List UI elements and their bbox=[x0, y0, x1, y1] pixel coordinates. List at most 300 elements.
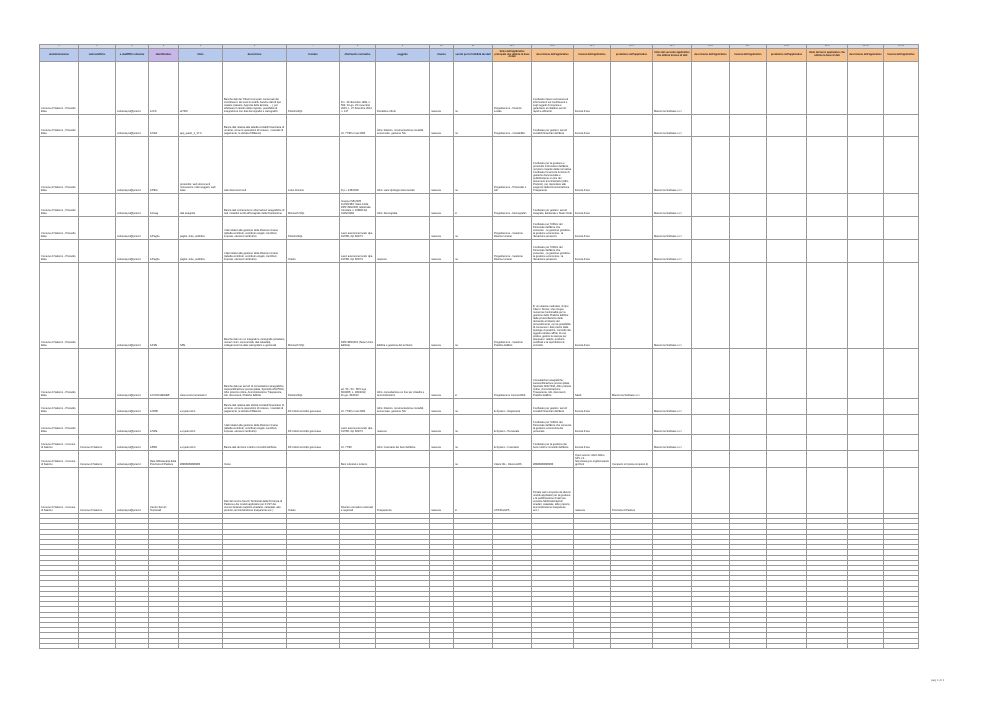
table-cell[interactable] bbox=[848, 62, 884, 115]
table-cell[interactable]: Altro: Demografia bbox=[376, 194, 430, 217]
column-header[interactable]: formato bbox=[287, 49, 340, 62]
column-header[interactable]: identificativo bbox=[149, 49, 179, 62]
empty-cell[interactable] bbox=[884, 643, 919, 648]
table-cell[interactable] bbox=[730, 451, 767, 468]
table-cell[interactable] bbox=[767, 349, 807, 399]
empty-cell[interactable] bbox=[454, 643, 493, 648]
table-cell[interactable]: Centro Servizi Territoriali bbox=[149, 468, 179, 514]
table-cell[interactable] bbox=[767, 62, 807, 115]
table-cell[interactable]: Lavvi autonomie locali; dpa 917/86; dpr 600/73 bbox=[340, 240, 376, 263]
table-cell[interactable]: Banche dati con un integrale le cartografie (stradario, numeri civici, commerciali, dati catastali), collegamenti tra dato cartografico e gestionali bbox=[223, 263, 287, 349]
table-cell[interactable] bbox=[611, 115, 653, 137]
table-cell[interactable]: 1/Anag bbox=[149, 194, 179, 217]
table-cell[interactable] bbox=[848, 399, 884, 415]
table-cell[interactable]: I dati relativi alla gestione delle Risorse Umane (tabella contributi, contributi erogati, contributi, imposte, elementi retributivi) bbox=[223, 240, 287, 263]
table-cell[interactable]: nessuna bbox=[430, 435, 454, 451]
empty-cell[interactable] bbox=[807, 643, 848, 648]
table-cell[interactable]: 1/ORB bbox=[149, 399, 179, 415]
table-cell[interactable]: Maremma Software s.r.l. bbox=[653, 263, 692, 349]
empty-cell[interactable] bbox=[223, 643, 287, 648]
table-cell[interactable] bbox=[611, 240, 653, 263]
table-cell[interactable]: Il software per la gestione dei beni mobili e immobili dell'Ente bbox=[532, 435, 574, 451]
table-cell[interactable]: nessuna bbox=[430, 217, 454, 240]
table-cell[interactable]: nessuna bbox=[430, 62, 454, 115]
table-cell[interactable]: Gruppo ISB 2005 11/22/1983; Stato Civile DPR 396/2000; Elettorale: Circolare n. 1998/0 del 01/02/1984 bbox=[340, 194, 376, 217]
table-cell[interactable]: Fiscalità e tributi bbox=[376, 62, 430, 115]
empty-cell[interactable] bbox=[287, 643, 340, 648]
table-cell[interactable]: no bbox=[454, 240, 493, 263]
table-cell[interactable]: Comune di Salorno bbox=[79, 435, 116, 451]
table-cell[interactable] bbox=[79, 399, 116, 415]
table-cell[interactable]: Banca dati relativa alle attività contabili finanziarie di un Ente, come le operazioni di incasso, i mandati di pagamento, le attività di Bilancio bbox=[223, 399, 287, 415]
empty-cell[interactable] bbox=[611, 643, 653, 648]
column-header[interactable]: servizi per la fruibilità dei dati bbox=[454, 49, 493, 62]
table-cell[interactable] bbox=[287, 451, 340, 468]
table-cell[interactable]: Maremma Software s.r.l. bbox=[653, 435, 692, 451]
table-cell[interactable]: no bbox=[454, 399, 493, 415]
table-cell[interactable]: E-System - Inventario bbox=[493, 435, 532, 451]
table-cell[interactable]: Comune di Salorno - Piccardo Elisa bbox=[40, 240, 79, 263]
table-cell[interactable]: ############## bbox=[179, 451, 223, 468]
table-cell[interactable]: cultureta.pd@pcert.it bbox=[116, 399, 149, 415]
table-cell[interactable]: Microsoft SQL bbox=[287, 194, 340, 217]
table-cell[interactable]: Comune di Salorno - Comune di Salorno bbox=[40, 435, 79, 451]
table-cell[interactable] bbox=[730, 62, 767, 115]
table-cell[interactable]: Progettiemme - Finanze Locale bbox=[493, 62, 532, 115]
table-cell[interactable]: CST/PraGPS bbox=[493, 468, 532, 514]
table-cell[interactable]: Il software per l'Ufficio del Personale dell'Ente che consente: - la gestione giuridica - la gestione economica - la rilevazione presenze bbox=[532, 240, 574, 263]
table-cell[interactable]: I dati relativi alla gestione delle Risorse Umane (tabella contributi, contributi erogati, contributi, imposte, elementi retributivi) bbox=[223, 217, 287, 240]
table-cell[interactable]: www.concurrenteweb.it bbox=[179, 349, 223, 399]
table-cell[interactable]: Maremma Software s.r.l. bbox=[611, 349, 653, 399]
table-cell[interactable]: cultureta.pd@pcert.it bbox=[116, 468, 149, 514]
column-header[interactable]: descrizione dell'applicativo bbox=[532, 49, 574, 62]
table-cell[interactable] bbox=[767, 451, 807, 468]
table-cell[interactable]: nessuna bbox=[430, 240, 454, 263]
table-cell[interactable]: SPE bbox=[179, 263, 223, 349]
table-cell[interactable] bbox=[611, 217, 653, 240]
table-cell[interactable]: Altro: bilancio, movimentazione contabili, economato, gestione IVA bbox=[376, 115, 430, 137]
empty-cell[interactable] bbox=[340, 643, 376, 648]
table-cell[interactable]: Oracle bbox=[287, 240, 340, 263]
table-cell[interactable] bbox=[848, 137, 884, 194]
table-cell[interactable] bbox=[807, 468, 848, 514]
table-cell[interactable]: e-system14.1 bbox=[179, 415, 223, 435]
table-cell[interactable] bbox=[767, 263, 807, 349]
table-cell[interactable]: Open source: GNU Affero GPL v.3 - http://www.gnu.org/licenses/agpl.html bbox=[574, 451, 611, 468]
table-cell[interactable]: 1/CEF bbox=[149, 115, 179, 137]
table-cell[interactable]: LV. 77/95 e tuel 2000 bbox=[340, 115, 376, 137]
empty-cell[interactable] bbox=[376, 643, 430, 648]
column-header[interactable]: e-mail/PEC referente bbox=[116, 49, 149, 62]
table-cell[interactable] bbox=[692, 115, 730, 137]
table-cell[interactable] bbox=[848, 240, 884, 263]
column-header[interactable]: licenza dell'applicativo bbox=[574, 49, 611, 62]
table-cell[interactable] bbox=[807, 349, 848, 399]
table-cell[interactable] bbox=[730, 240, 767, 263]
table-cell[interactable]: licenza d'uso bbox=[574, 137, 611, 194]
table-cell[interactable]: Clavis NG - Disnovo/RS bbox=[493, 451, 532, 468]
table-cell[interactable]: SaaS bbox=[574, 349, 611, 399]
column-header[interactable]: titolo bbox=[179, 49, 223, 62]
table-cell[interactable]: no bbox=[454, 435, 493, 451]
table-cell[interactable]: Banca dati dei beni mobili e immobili dell'Ente bbox=[223, 435, 287, 451]
table-cell[interactable] bbox=[884, 115, 919, 137]
table-cell[interactable]: PostGreSQL bbox=[287, 349, 340, 399]
table-cell[interactable]: Il software per gestire i servizi contabili finanziari dell'Ente bbox=[532, 399, 574, 415]
table-cell[interactable]: Progettiemme - Gestione Risorse Umane bbox=[493, 240, 532, 263]
table-cell[interactable] bbox=[767, 217, 807, 240]
table-cell[interactable]: nessuna bbox=[430, 115, 454, 137]
table-cell[interactable]: nessuna bbox=[430, 399, 454, 415]
table-cell[interactable] bbox=[730, 435, 767, 451]
table-cell[interactable] bbox=[807, 415, 848, 435]
table-cell[interactable] bbox=[653, 349, 692, 399]
empty-cell[interactable] bbox=[848, 643, 884, 648]
table-cell[interactable]: Comune di Salorno - Piccardo Elisa bbox=[40, 217, 79, 240]
table-cell[interactable] bbox=[692, 415, 730, 435]
table-cell[interactable]: Maremma Software s.r.l. bbox=[653, 194, 692, 217]
table-cell[interactable]: nessuna bbox=[430, 137, 454, 194]
table-cell[interactable] bbox=[767, 399, 807, 415]
empty-cell[interactable] bbox=[430, 643, 454, 648]
table-cell[interactable]: LV. 77/95 bbox=[340, 435, 376, 451]
table-cell[interactable] bbox=[848, 263, 884, 349]
table-cell[interactable]: paghe, ferie, pubblico bbox=[179, 217, 223, 240]
table-cell[interactable] bbox=[730, 349, 767, 399]
table-cell[interactable] bbox=[730, 263, 767, 349]
table-cell[interactable] bbox=[807, 240, 848, 263]
table-cell[interactable] bbox=[767, 435, 807, 451]
table-cell[interactable] bbox=[884, 62, 919, 115]
table-cell[interactable]: D.p.r. 445/2000 bbox=[340, 137, 376, 194]
table-cell[interactable] bbox=[179, 468, 223, 514]
table-cell[interactable] bbox=[692, 451, 730, 468]
table-cell[interactable]: Maremma Software s.r.l. bbox=[653, 399, 692, 415]
empty-cell[interactable] bbox=[574, 643, 611, 648]
column-header[interactable]: descrizione dell'applicativo bbox=[692, 49, 730, 62]
table-cell[interactable] bbox=[653, 451, 692, 468]
table-cell[interactable] bbox=[79, 415, 116, 435]
table-cell[interactable]: Comune di Salorno - Piccardo Elisa bbox=[40, 399, 79, 415]
column-header[interactable]: licenza dell'applicativo bbox=[884, 49, 919, 62]
table-cell[interactable] bbox=[692, 240, 730, 263]
table-cell[interactable]: si bbox=[454, 468, 493, 514]
table-cell[interactable] bbox=[884, 240, 919, 263]
table-cell[interactable]: Il software per l'Ufficio del Personale dell'Ente che consente: - la gestione giuridica - la gestione economica - la rilevazione presenze bbox=[532, 217, 574, 240]
table-cell[interactable]: E-System - Ragioneria bbox=[493, 399, 532, 415]
table-cell[interactable] bbox=[287, 115, 340, 137]
table-cell[interactable] bbox=[79, 115, 116, 137]
table-cell[interactable]: Comune di Salorno - Piccardo Elisa bbox=[40, 194, 79, 217]
table-cell[interactable]: Progettiemme - Protocollo e Atti bbox=[493, 137, 532, 194]
table-cell[interactable]: app_paulo_1_17.3 bbox=[179, 115, 223, 137]
table-cell[interactable] bbox=[611, 399, 653, 415]
table-cell[interactable]: Provincia di Padova bbox=[611, 468, 653, 514]
table-cell[interactable] bbox=[884, 137, 919, 194]
table-cell[interactable]: Progettiemme - Gestione Risorse Umane bbox=[493, 217, 532, 240]
table-cell[interactable]: D.L. 30 dicembre 1992, n. 504; D.Lgs. 23 novembre 2001; L. 27 dicembre 2013, n. 147 bbox=[340, 62, 376, 115]
table-cell[interactable]: cultureta.pd@pcert.it bbox=[116, 349, 149, 399]
table-cell[interactable] bbox=[730, 415, 767, 435]
table-cell[interactable]: licenza d'uso bbox=[574, 194, 611, 217]
table-cell[interactable] bbox=[807, 62, 848, 115]
table-cell[interactable] bbox=[653, 468, 692, 514]
table-cell[interactable]: Comune di Salorno bbox=[79, 451, 116, 468]
table-cell[interactable]: Progettiemme ConcurrWeb bbox=[493, 349, 532, 399]
table-cell[interactable]: nessuna bbox=[574, 468, 611, 514]
table-cell[interactable]: DPR 380/2001 (Testo Unico Edilizia) bbox=[340, 263, 376, 349]
table-cell[interactable]: Microsoft SQL bbox=[287, 263, 340, 349]
table-cell[interactable] bbox=[767, 137, 807, 194]
table-cell[interactable]: cultureta.pd@pcert.it bbox=[116, 115, 149, 137]
table-cell[interactable]: cultureta.pd@pcert.it bbox=[116, 435, 149, 451]
table-cell[interactable]: licenza d'uso bbox=[574, 62, 611, 115]
table-cell[interactable]: nessuna bbox=[430, 194, 454, 217]
table-cell[interactable]: 1/ICS bbox=[149, 62, 179, 115]
table-cell[interactable]: Diverse normative nazionali e regionali bbox=[340, 468, 376, 514]
table-cell[interactable]: cultureta.pd@pcert.it bbox=[116, 194, 149, 217]
table-cell[interactable]: cultureta.pd@pcert.it bbox=[116, 240, 149, 263]
table-cell[interactable]: paghe, ferie, pubblico bbox=[179, 240, 223, 263]
table-cell[interactable] bbox=[848, 349, 884, 399]
table-cell[interactable]: licenza d'uso bbox=[574, 435, 611, 451]
table-cell[interactable]: cultureta.pd@pcert.it bbox=[116, 137, 149, 194]
table-cell[interactable]: nessuna bbox=[430, 349, 454, 399]
table-cell[interactable]: licenza d'uso bbox=[574, 415, 611, 435]
table-cell[interactable]: Il software rileva una banca ed informazioni sui contribuenti e sugli oggetti di imposta e garantisce al cittadino servizi rapidi e efficienti bbox=[532, 62, 574, 115]
empty-cell[interactable] bbox=[532, 643, 574, 648]
table-cell[interactable]: licenza d'uso bbox=[574, 240, 611, 263]
table-cell[interactable]: E-System - Personale bbox=[493, 415, 532, 435]
table-cell[interactable]: Lavvi autonomie locali; dpa 917/86; dpr 600/73 bbox=[340, 217, 376, 240]
table-cell[interactable]: Banca dati relativa alla tabella contabili finanziaria di un Ente, come le operazioni di incasso, i mandati di pagamento, le attività di Bilancio bbox=[223, 115, 287, 137]
table-cell[interactable]: LV. 77/95 e tuel 2000 bbox=[340, 399, 376, 415]
table-cell[interactable]: cultureta.pd@pcert.it bbox=[116, 217, 149, 240]
table-cell[interactable]: Il software per gestire i servizi contabili finanziari dell'Ente bbox=[532, 115, 574, 137]
table-cell[interactable] bbox=[767, 240, 807, 263]
table-cell[interactable]: Consultazioni anagrafiche, Autocertificazione precompilata, Sportello ANUTDIA, Albo pretorio online, Amministrazione Trasparente, Atti, documenti, Pratiche Edilizie bbox=[532, 349, 574, 399]
table-cell[interactable] bbox=[807, 115, 848, 137]
table-cell[interactable]: Oracle bbox=[287, 468, 340, 514]
column-header[interactable]: descrizione dell'applicativo bbox=[848, 49, 884, 62]
empty-cell[interactable] bbox=[493, 643, 532, 648]
table-cell[interactable] bbox=[79, 217, 116, 240]
table-cell[interactable] bbox=[611, 62, 653, 115]
table-cell[interactable] bbox=[79, 349, 116, 399]
table-cell[interactable] bbox=[692, 263, 730, 349]
table-cell[interactable] bbox=[79, 62, 116, 115]
table-cell[interactable] bbox=[611, 194, 653, 217]
column-header[interactable]: amministrazione bbox=[40, 49, 79, 62]
table-cell[interactable] bbox=[79, 240, 116, 263]
table-cell[interactable] bbox=[807, 217, 848, 240]
table-cell[interactable] bbox=[767, 468, 807, 514]
table-cell[interactable]: no bbox=[454, 62, 493, 115]
table-cell[interactable]: cultureta.pd@pcert.it bbox=[116, 415, 149, 435]
table-cell[interactable]: licenza d'uso bbox=[574, 217, 611, 240]
table-cell[interactable] bbox=[884, 263, 919, 349]
table-cell[interactable]: nessuna bbox=[430, 263, 454, 349]
table-cell[interactable] bbox=[376, 217, 430, 240]
table-cell[interactable]: nessuna bbox=[430, 468, 454, 514]
column-header[interactable]: descrizione bbox=[223, 49, 287, 62]
table-cell[interactable]: 1/SPE bbox=[149, 415, 179, 435]
empty-cell[interactable] bbox=[79, 643, 116, 648]
table-cell[interactable] bbox=[611, 263, 653, 349]
table-cell[interactable]: no bbox=[454, 263, 493, 349]
table-cell[interactable] bbox=[848, 217, 884, 240]
table-cell[interactable]: I dati relativi alla gestione delle Risorse Umane (tabella contributi, contributi erogati, contributi, imposte, elementi retributivi) bbox=[223, 415, 287, 435]
table-cell[interactable] bbox=[692, 399, 730, 415]
table-cell[interactable] bbox=[767, 415, 807, 435]
column-header[interactable]: titolo del terzo applicativo che utilizza la base di dati bbox=[807, 49, 848, 62]
table-cell[interactable] bbox=[884, 399, 919, 415]
table-cell[interactable] bbox=[848, 194, 884, 217]
table-cell[interactable] bbox=[692, 217, 730, 240]
table-cell[interactable]: Comune di Salorno - Comune di Salorno bbox=[40, 451, 79, 468]
table-cell[interactable]: Il software per la gestione e protocollo informatico dell'Ente, nel pieno rispetto della normativa. Il software ha ancora funzioni di gestione documentale e pubblicazione on line dei documenti amministrativi (Albo Pretorio), per rispondere alle esigenze della Amministrazione Trasparente bbox=[532, 137, 574, 194]
table-cell[interactable] bbox=[848, 435, 884, 451]
table-cell[interactable]: web documenti sull bbox=[223, 137, 287, 194]
table-cell[interactable]: no bbox=[454, 415, 493, 435]
table-cell[interactable]: dati anagrafe bbox=[179, 194, 223, 217]
table-cell[interactable]: art. 50 - 53 - 58 D.Lgs 82/2005; L. 190/2012; D.Lgs. 33/2013 bbox=[340, 349, 376, 399]
column-header[interactable]: produttore dell'applicativo bbox=[611, 49, 653, 62]
table-cell[interactable]: nessuno bbox=[376, 415, 430, 435]
table-cell[interactable]: e-system14.2 bbox=[179, 435, 223, 451]
table-cell[interactable]: protocollo: web documenti, riconoscere i dati soggetti, web base bbox=[179, 137, 223, 194]
table-cell[interactable]: licenza d'uso bbox=[574, 399, 611, 415]
table-cell[interactable] bbox=[884, 194, 919, 217]
table-cell[interactable] bbox=[692, 137, 730, 194]
table-cell[interactable]: Progettiemme - Contabilità bbox=[493, 115, 532, 137]
table-cell[interactable]: Comune di Salorno - Piccardo Elisa bbox=[40, 349, 79, 399]
table-cell[interactable]: no bbox=[454, 115, 493, 137]
table-cell[interactable]: ############## bbox=[532, 451, 574, 468]
table-cell[interactable]: Maremma Software s.r.l. bbox=[653, 62, 692, 115]
table-cell[interactable] bbox=[730, 137, 767, 194]
table-cell[interactable]: si bbox=[454, 349, 493, 399]
table-cell[interactable]: Vuoto bbox=[223, 451, 287, 468]
table-cell[interactable]: Altro: varie tipologie documentali bbox=[376, 137, 430, 194]
empty-cell[interactable] bbox=[116, 643, 149, 648]
table-cell[interactable]: E' un sistema modulare, di tipo Client / Server, che integra numerose funzionalità per la gestione delle Pratiche Edilizie: dalla protocollazione delle domande al rilascio del provvedimento, con la possibilità di conoscere i dati precisi dalle tipologie di pratiche, controllo dei oggetto relativo all'iter di una pratica, gestire la stampa per stampare i relativi, produrre certificati e la reportistica di controllo bbox=[532, 263, 574, 349]
empty-cell[interactable] bbox=[179, 643, 223, 648]
table-cell[interactable]: Comune di Salorno - Piccardo Elisa bbox=[40, 115, 79, 137]
table-cell[interactable]: Beni culturali e turismo bbox=[340, 451, 376, 468]
table-cell[interactable] bbox=[884, 435, 919, 451]
table-cell[interactable] bbox=[730, 194, 767, 217]
empty-cell[interactable] bbox=[149, 643, 179, 648]
table-cell[interactable] bbox=[79, 194, 116, 217]
table-cell[interactable]: Banca dati contenente le informazioni anagrafiche di tutti i cittadini iscritti all'Anagrafe della Popolazione bbox=[223, 194, 287, 217]
table-cell[interactable]: Maremma Software s.r.l. bbox=[653, 217, 692, 240]
table-cell[interactable]: Comperio srl (www.comperio.it) bbox=[611, 451, 653, 468]
table-cell[interactable] bbox=[884, 415, 919, 435]
table-cell[interactable]: 1/BPA bbox=[149, 435, 179, 451]
column-header[interactable]: settore/ufficio bbox=[79, 49, 116, 62]
table-cell[interactable]: licenza d'uso bbox=[574, 115, 611, 137]
table-cell[interactable] bbox=[807, 435, 848, 451]
table-cell[interactable]: Maremma Software s.r.l. bbox=[653, 240, 692, 263]
table-cell[interactable]: Comune di Salorno - Piccardo Elisa bbox=[40, 137, 79, 194]
table-cell[interactable]: no bbox=[454, 217, 493, 240]
table-cell[interactable]: Il software per gestire i servizi Anagrafe, Elettorale e Stato Civile bbox=[532, 194, 574, 217]
empty-cell[interactable] bbox=[40, 643, 79, 648]
table-cell[interactable]: no bbox=[454, 137, 493, 194]
table-cell[interactable]: Il software per l'Ufficio del Personale dell'Ente che consente la gestione economica del personale bbox=[532, 415, 574, 435]
table-cell[interactable] bbox=[807, 399, 848, 415]
table-cell[interactable] bbox=[692, 435, 730, 451]
table-cell[interactable]: Rete bibliotecaria della Provincia di Padova bbox=[149, 451, 179, 468]
table-cell[interactable]: Altro: consultazione on line per cittadini e amministrazioni bbox=[376, 349, 430, 399]
table-cell[interactable]: 1/CONCHEWEB bbox=[149, 349, 179, 399]
table-cell[interactable]: cultureta.pd@pcert.it bbox=[116, 62, 149, 115]
table-cell[interactable]: Dati del Centro Servizi Territoriali della Provincia di Padova e dei moduli applicativi per il CST dei comuni federati (capitolo stradario, catastale, atto pretorio, amministrazione trasparente ecc.) bbox=[223, 468, 287, 514]
column-header[interactable]: licenza bbox=[430, 49, 454, 62]
column-header[interactable]: soggetto bbox=[376, 49, 430, 62]
table-cell[interactable]: nessuna bbox=[430, 415, 454, 435]
column-header[interactable]: titolo dell'applicativo principale che utilizza la base di dati bbox=[493, 49, 532, 62]
empty-cell[interactable] bbox=[767, 643, 807, 648]
table-cell[interactable]: Db Cobol ad indici genovese bbox=[287, 415, 340, 435]
table-cell[interactable]: Maremma Software s.r.l. bbox=[653, 137, 692, 194]
table-cell[interactable] bbox=[430, 451, 454, 468]
table-cell[interactable]: Maremma Software s.r.l. bbox=[653, 415, 692, 435]
table-cell[interactable] bbox=[79, 137, 116, 194]
table-cell[interactable] bbox=[692, 194, 730, 217]
table-cell[interactable] bbox=[848, 415, 884, 435]
table-cell[interactable] bbox=[884, 217, 919, 240]
table-cell[interactable] bbox=[848, 468, 884, 514]
table-cell[interactable]: Comune di Salorno - Piccardo Elisa bbox=[40, 415, 79, 435]
table-cell[interactable]: Comune di Salorno - Piccardo Elisa bbox=[40, 62, 79, 115]
table-cell[interactable]: Banche dati dei Tributi Comunali: conservati dei contribuenti, dei suoli immobili, banche dati di tipo catasto (catasto, Agenzia delle Entrate, ...), per effettuare il calcolo delle imposte, possibilità di integrazione con dati demografici e cartografici bbox=[223, 62, 287, 115]
table-cell[interactable]: Trasparenza bbox=[376, 468, 430, 514]
table-cell[interactable]: e-system14.1 bbox=[179, 399, 223, 415]
table-cell[interactable] bbox=[79, 263, 116, 349]
table-cell[interactable] bbox=[730, 217, 767, 240]
table-cell[interactable]: Comune di Salorno - Comune di Salorno bbox=[40, 468, 79, 514]
table-cell[interactable] bbox=[884, 349, 919, 399]
table-cell[interactable]: Altro: bilancio, movimentazione contabili, economato, gestione IVA bbox=[376, 399, 430, 415]
table-cell[interactable]: arTRO bbox=[179, 62, 223, 115]
column-header[interactable]: licenza dell'applicativo bbox=[730, 49, 767, 62]
table-cell[interactable] bbox=[767, 115, 807, 137]
table-cell[interactable]: PostGreSQL bbox=[287, 217, 340, 240]
table-cell[interactable]: 1/FPE bbox=[149, 263, 179, 349]
table-cell[interactable] bbox=[611, 415, 653, 435]
table-cell[interactable]: Progettiemme - Gestione Pratiche Edilizie bbox=[493, 263, 532, 349]
table-cell[interactable]: Comune di Salorno - Piccardo Elisa bbox=[40, 263, 79, 349]
table-cell[interactable]: Edilizia e gestione del territorio bbox=[376, 263, 430, 349]
table-cell[interactable]: Progettiemme - Demografici bbox=[493, 194, 532, 217]
table-cell[interactable]: Portale web composto da diversi moduli applicativi per la gestione e la pubblicazione di dati (es. consiste fabbricati/capitoli stradari, catastale, albo pretorio, amministrazione trasparente ecc.) bbox=[532, 468, 574, 514]
table-cell[interactable] bbox=[884, 451, 919, 468]
column-header[interactable]: titolo del secondo applicativo che utilizza la base di dati bbox=[653, 49, 692, 62]
table-cell[interactable]: si bbox=[454, 194, 493, 217]
empty-cell[interactable] bbox=[692, 643, 730, 648]
table-cell[interactable] bbox=[848, 115, 884, 137]
column-header[interactable]: riferimento normativo bbox=[340, 49, 376, 62]
table-cell[interactable]: Lotus Domino bbox=[287, 137, 340, 194]
table-cell[interactable]: Lavvi autonomie locali; dpa 917/86; dpr 600/73 bbox=[340, 415, 376, 435]
table-cell[interactable] bbox=[730, 468, 767, 514]
table-cell[interactable] bbox=[611, 435, 653, 451]
table-cell[interactable] bbox=[884, 468, 919, 514]
empty-cell[interactable] bbox=[653, 643, 692, 648]
